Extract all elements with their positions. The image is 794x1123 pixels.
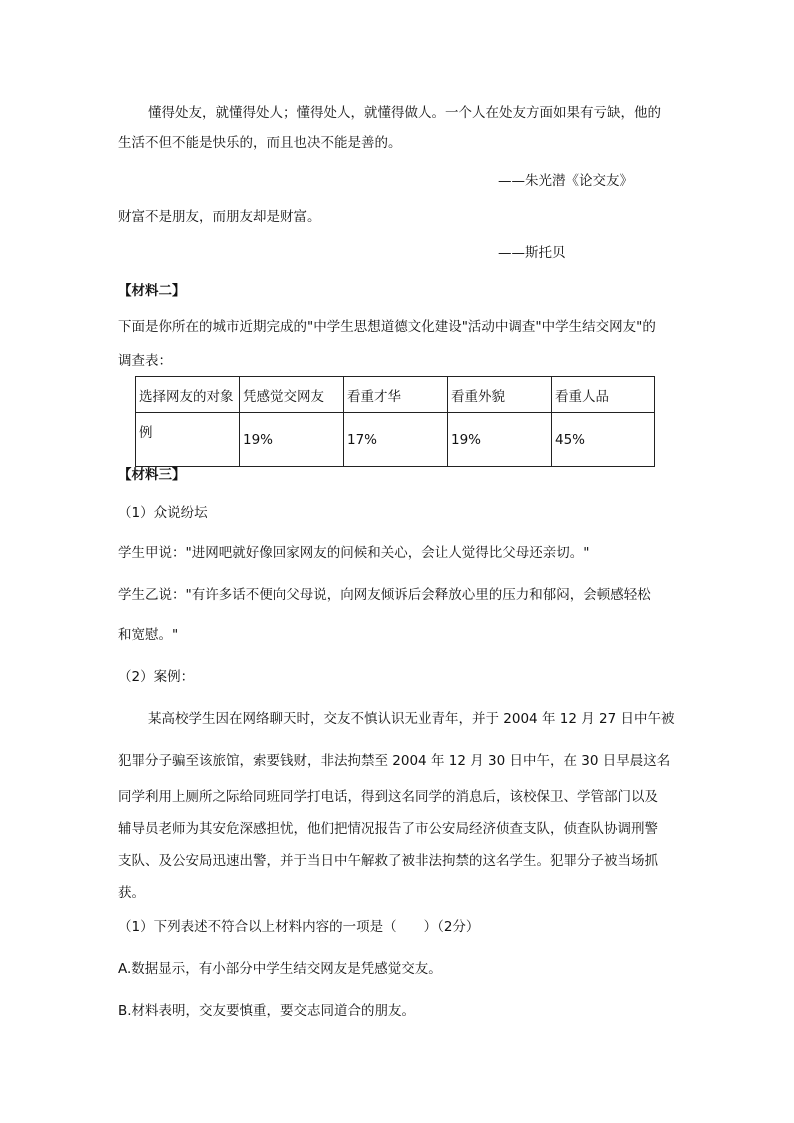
- student-a-statement: 学生甲说："进网吧就好像回家网友的问候和关心，会让人觉得比父母还亲切。": [118, 545, 590, 561]
- case-line5: 支队、及公安局迅速出警，并于当日中午解救了被非法拘禁的这名学生。犯罪分子被当场抓: [118, 853, 658, 869]
- quote2-source: ——斯托贝: [498, 245, 566, 261]
- quote1-line2: 生活不但不能是快乐的，而且也决不能是善的。: [118, 135, 402, 151]
- material2-heading: 【材料二】: [118, 283, 186, 299]
- survey-value-row: [136, 413, 655, 467]
- survey-row-label: 例: [136, 413, 240, 467]
- material3-heading: 【材料三】: [118, 467, 186, 483]
- survey-table: [135, 376, 655, 467]
- material3-sub1: （1）众说纷坛: [118, 505, 208, 521]
- survey-value-cell: 19%: [448, 413, 552, 467]
- material3-sub2: （2）案例：: [118, 669, 195, 685]
- quote1-source: ——朱光潜《论交友》: [498, 173, 633, 189]
- survey-value-cell: 45%: [552, 413, 655, 467]
- survey-header-row: [136, 377, 655, 413]
- case-line6: 获。: [118, 885, 145, 901]
- material2-intro-line2: 调查表：: [118, 353, 172, 369]
- option-a: A.数据显示，有小部分中学生结交网友是凭感觉交友。: [118, 961, 442, 977]
- case-line4: 辅导员老师为其安危深感担忧，他们把情况报告了市公安局经济侦查支队，侦查队协调刑警: [118, 821, 658, 837]
- quote2: 财富不是朋友，而朋友却是财富。: [118, 209, 321, 225]
- survey-header-cell: 看重外貌: [448, 377, 552, 413]
- material2-intro-line1: 下面是你所在的城市近期完成的"中学生思想道德文化建设"活动中调查"中学生结交网友"的: [118, 319, 656, 335]
- survey-header-cell: 看重才华: [344, 377, 448, 413]
- survey-header-cell: 选择网友的对象: [136, 377, 240, 413]
- question-1: （1）下列表述不符合以上材料内容的一项是（ ）（2分）: [118, 919, 480, 935]
- survey-header-cell: 看重人品: [552, 377, 655, 413]
- student-b-line1: 学生乙说："有许多话不便向父母说，向网友倾诉后会释放心里的压力和郁闷，会顿感轻松: [118, 587, 651, 603]
- student-b-line2: 和宽慰。": [118, 627, 179, 643]
- option-b: B.材料表明，交友要慎重，要交志同道合的朋友。: [118, 1003, 416, 1019]
- survey-value-cell: 17%: [344, 413, 448, 467]
- case-line3: 同学利用上厕所之际给同班同学打电话，得到这名同学的消息后，该校保卫、学管部门以及: [118, 789, 658, 805]
- case-line1: 某高校学生因在网络聊天时，交友不慎认识无业青年，并于 2004 年 12 月 27 日中午被: [148, 711, 675, 727]
- survey-header-cell: 凭感觉交网友: [240, 377, 344, 413]
- survey-value-cell: 19%: [240, 413, 344, 467]
- case-line2: 犯罪分子骗至该旅馆，索要钱财，非法拘禁至 2004 年 12 月 30 日中午，在 30 日早晨这名: [118, 753, 671, 769]
- quote1-line1: 懂得处友，就懂得处人；懂得处人，就懂得做人。一个人在处友方面如果有亏缺，他的: [148, 105, 661, 121]
